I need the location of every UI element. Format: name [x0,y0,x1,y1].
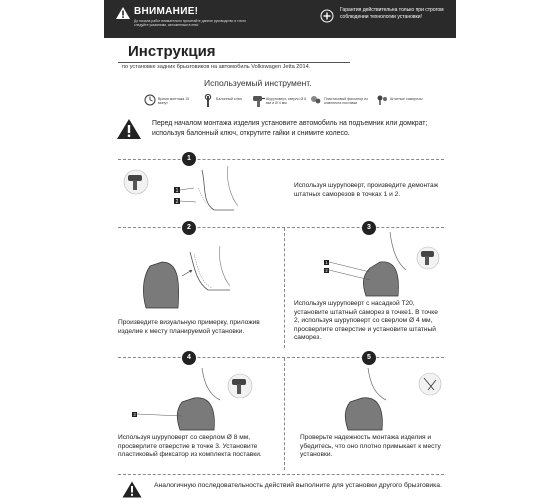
callout-label: 1 [325,260,328,266]
tool-item [252,94,308,116]
tools-title: Используемый инструмент. [204,78,312,88]
screw-callout-2 [174,198,196,205]
screw-icon [376,94,388,106]
step-5-illustration [294,368,444,432]
warning-icon [122,481,142,498]
tool-label: Балонный ключ [216,97,243,101]
screw-callout-3 [132,412,182,417]
step-text: Произведите визуальную примерку, приложив изделие к месту планируемой установки. [118,319,260,335]
page-title: Инструкция [128,43,216,60]
screw-callout-2 [324,268,370,280]
step-number: 5 [362,351,376,365]
tool-item [144,94,198,116]
step-number: 2 [182,221,196,235]
plus-icon [320,9,334,23]
tool-label: Штатные саморезы [390,97,423,101]
step-text: Используя шуруповерт, произведите демонтаж штатных саморезов в точках 1 и 2. [294,182,439,198]
screwdriver-icon [252,94,265,108]
step-2-illustration [134,236,274,316]
tool-item [310,94,374,116]
step-number: 3 [362,221,376,235]
warning-banner [104,0,456,38]
tool-item [376,94,446,116]
tool-label: Время монтажа 15 минут [158,97,190,106]
clip-icon [310,94,322,106]
screw-callout-1 [324,260,370,272]
check-icon [419,373,441,395]
step-text: Проверьте надежность монтажа изделия и убедитесь, что оно плотно примыкает к месту установки. [300,434,441,459]
step-text: Используя шуруповерт со сверлом Ø 8 мм, просверлите отверстие в точке 3. Установите пластиковый фиксатор из комплекта поставки. [118,434,262,459]
callout-label: 2 [325,268,328,274]
step-divider [118,227,444,228]
screwdriver-icon [124,170,148,194]
step-divider [118,159,444,160]
intro-text: Перед началом монтажа изделия установите автомобиль на подъемник или домкрат; используя балонный ключ, открутите гайки и снимите колесо. [152,120,428,137]
step-divider [118,474,444,475]
callout-label: 3 [133,412,136,418]
step-divider [118,357,444,358]
wrench-icon [202,94,214,108]
callout-label: 1 [175,188,179,194]
tool-label: Шуруповерт, сверло Ø 8 мм и Ø 4 мм [266,97,307,106]
title-rule [118,62,350,63]
footer-text: Аналогичную последовательность действий выполните для установки другого брызговика. [154,482,442,489]
step-4-illustration [124,368,274,432]
screwdriver-icon [417,247,439,269]
column-divider [284,228,285,348]
step-number: 1 [182,152,196,166]
warning-title: ВНИМАНИЕ! [134,6,199,17]
callout-label: 2 [175,199,179,205]
warning-text: До начала работ внимательно прочитайте данное руководство и точно следуйте указаниям, изложенным в нем! [134,19,246,27]
screwdriver-icon [228,374,252,398]
screw-callout-1 [174,187,194,194]
warning-icon [116,7,130,19]
step-number: 4 [182,351,196,365]
step-1-illustration [118,166,268,222]
column-divider [284,358,285,470]
tool-label: Пластиковый фиксатор из комплекта поставки [324,97,368,106]
step-3-illustration [300,232,440,298]
step-text: Используя шуруповерт с насадкой Т20, установите штатный саморез в точке1. В точке 2, используя шуруповерт со сверлом Ø 4 мм, просверлите отверстие и установите штатный саморез. [294,300,438,342]
page-subtitle: по установке задних брызговиков на автомобиль Volkswagen Jetta 2014. [122,64,311,70]
instruction-sheet [104,0,456,504]
guarantee-text: Гарантия действительна только при строгом соблюдении технологии установки! [340,7,444,20]
tool-item [202,94,252,116]
warning-icon [116,118,142,140]
clock-icon [144,94,156,106]
